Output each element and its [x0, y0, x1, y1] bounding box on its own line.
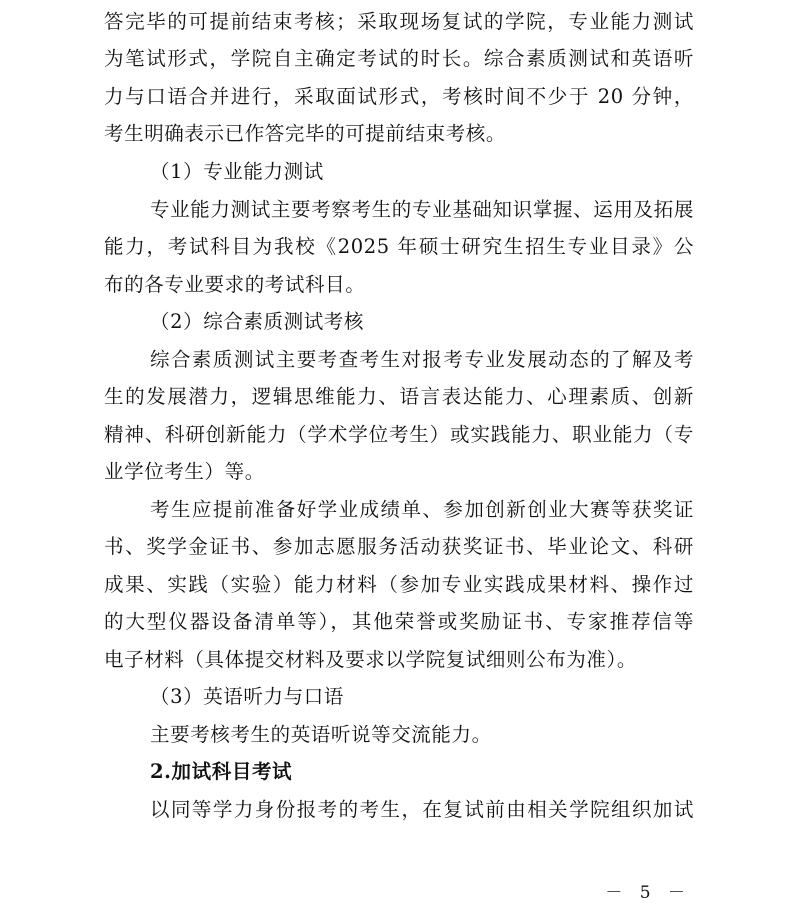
text-line: 专业能力测试主要考察考生的专业基础知识掌握、运用及拓展: [150, 198, 694, 221]
section-heading: （2）综合素质测试考核: [150, 310, 365, 333]
text-line: 精神、科研创新能力（学术学位考生）或实践能力、职业能力（专: [104, 423, 694, 446]
text-line: 的大型仪器设备清单等），其他荣誉或奖励证书、专家推荐信等: [104, 610, 694, 633]
section-heading: （3）英语听力与口语: [150, 685, 344, 708]
text-line: 成果、实践（实验）能力材料（参加专业实践成果材料、操作过: [104, 573, 694, 596]
text-line: 以同等学力身份报考的考生，在复试前由相关学院组织加试: [150, 798, 694, 821]
text-line: 书、奖学金证书、参加志愿服务活动获奖证书、毕业论文、科研: [104, 535, 694, 558]
page-number: － 5 －: [605, 883, 691, 903]
text-line: 考生明确表示已作答完毕的可提前结束考核。: [104, 122, 507, 145]
text-line: 综合素质测试主要考查考生对报考专业发展动态的了解及考: [150, 348, 694, 371]
text-line: 电子材料（具体提交材料及要求以学院复试细则公布为准）。: [104, 648, 637, 671]
section-heading: （1）专业能力测试: [150, 160, 324, 183]
text-line: 为笔试形式，学院自主确定考试的时长。综合素质测试和英语听: [104, 47, 694, 70]
subsection-heading: 2.加试科目考试: [150, 760, 293, 783]
text-line: 生的发展潜力，逻辑思维能力、语言表达能力、心理素质、创新: [104, 385, 694, 408]
text-line: 业学位考生）等。: [104, 460, 265, 483]
text-line: 答完毕的可提前结束考核；采取现场复试的学院，专业能力测试: [104, 10, 694, 33]
text-line: 考生应提前准备好学业成绩单、参加创新创业大赛等获奖证: [150, 498, 694, 521]
text-line: 能力，考试科目为我校《2025 年硕士研究生招生专业目录》公: [104, 235, 694, 258]
text-line: 布的各专业要求的考试科目。: [104, 273, 366, 296]
text-line: 力与口语合并进行，采取面试形式，考核时间不少于 20 分钟，: [104, 85, 694, 108]
text-line: 主要考核考生的英语听说等交流能力。: [150, 723, 492, 746]
